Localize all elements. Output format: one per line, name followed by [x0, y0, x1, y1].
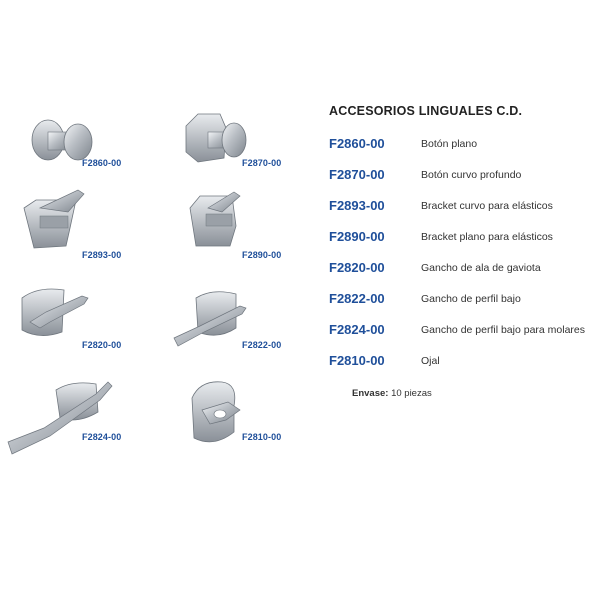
item-description: Bracket plano para elásticos — [421, 231, 553, 243]
item-description: Gancho de perfil bajo para molares — [421, 324, 586, 336]
item-code: F2810-00 — [329, 353, 385, 368]
item-description: Gancho de ala de gaviota — [421, 262, 541, 274]
image-code-f2810: F2810-00 — [242, 432, 282, 442]
item-code: F2820-00 — [329, 260, 385, 275]
item-description: Ojal — [421, 355, 440, 367]
item-code: F2890-00 — [329, 229, 385, 244]
catalog-title: ACCESORIOS LINGUALES C.D. — [329, 104, 523, 118]
item-code: F2893-00 — [329, 198, 385, 213]
item-description: Botón curvo profundo — [421, 169, 522, 181]
packaging-label: Envase: — [352, 388, 389, 399]
item-description: Bracket curvo para elásticos — [421, 200, 553, 212]
item-code: F2822-00 — [329, 291, 385, 306]
item-code: F2860-00 — [329, 136, 385, 151]
product-image-molar-hook — [4, 378, 124, 458]
image-code-f2860: F2860-00 — [82, 158, 122, 168]
packaging-value: 10 piezas — [391, 388, 432, 399]
image-code-f2822: F2822-00 — [242, 340, 282, 350]
item-code: F2870-00 — [329, 167, 385, 182]
image-code-f2820: F2820-00 — [82, 340, 122, 350]
product-image-flat-bracket — [182, 186, 272, 256]
product-image-eyelet — [180, 376, 270, 456]
image-code-f2893: F2893-00 — [82, 250, 122, 260]
packaging-note — [352, 388, 432, 399]
product-image-curved-bracket — [18, 186, 108, 256]
image-code-f2870: F2870-00 — [242, 158, 282, 168]
image-code-f2890: F2890-00 — [242, 250, 282, 260]
item-description: Gancho de perfil bajo — [421, 293, 521, 305]
item-description: Botón plano — [421, 138, 478, 150]
item-code: F2824-00 — [329, 322, 385, 337]
image-code-f2824: F2824-00 — [82, 432, 122, 442]
